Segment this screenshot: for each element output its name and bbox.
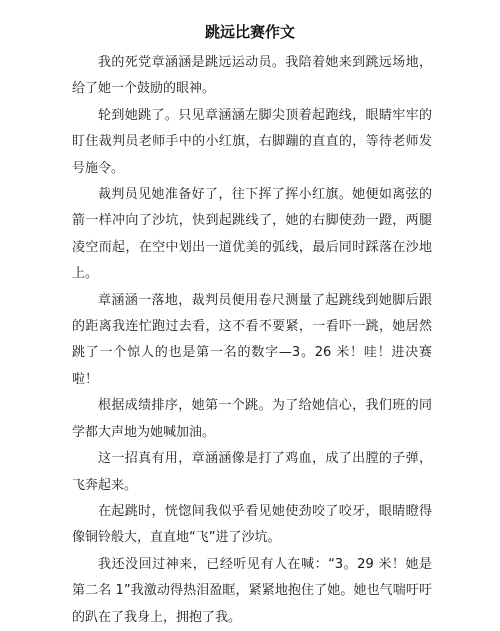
paragraph: 这一招真有用，章涵涵像是打了鸡血，成了出膛的子弹，飞奔起来。 [72,451,432,493]
paragraph: 轮到她跳了。只见章涵涵左脚尖顶着起跑线，眼睛牢牢的盯住裁判员老师手中的小红旗，右脚蹦的直直的，等待老师发号施令。 [72,107,432,176]
document-title: 跳远比赛作文 [204,23,295,41]
document-body [72,50,432,631]
paragraph: 我还没回过神来，已经听见有人在喊：“3。29 米！她是第二名 1”我激动得热泪盈眶，紧紧地抱住了她。她也气喘吁吁的趴在了我身上，拥抱了我。 [72,556,432,625]
paragraph: 裁判员见她准备好了，往下挥了挥小红旗。她便如离弦的箭一样冲向了沙坑，快到起跳线了，她的右脚使劲一蹬，两腿凌空而起，在空中划出一道优美的弧线，最后同时踩落在沙地上。 [72,187,432,282]
paragraph: 我的死党章涵涵是跳远运动员。我陪着她来到跳远场地，给了她一个鼓励的眼神。 [72,55,432,97]
paragraph: 根据成绩排序，她第一个跳。为了给她信心，我们班的同学都大声地为她喊加油。 [72,398,432,440]
paragraph: 在起跳时，恍惚间我似乎看见她使劲咬了咬牙，眼睛瞪得像铜铃般大，直直地“飞”进了沙坑。 [72,503,432,546]
paragraph: 章涵涵一落地，裁判员便用卷尺测量了起跳线到她脚后跟的距离我连忙跑过去看，这不看不要紧，一看吓一跳，她居然跳了一个惊人的也是第一名的数字—3。26 米！哇！进决赛啦！ [72,292,432,387]
